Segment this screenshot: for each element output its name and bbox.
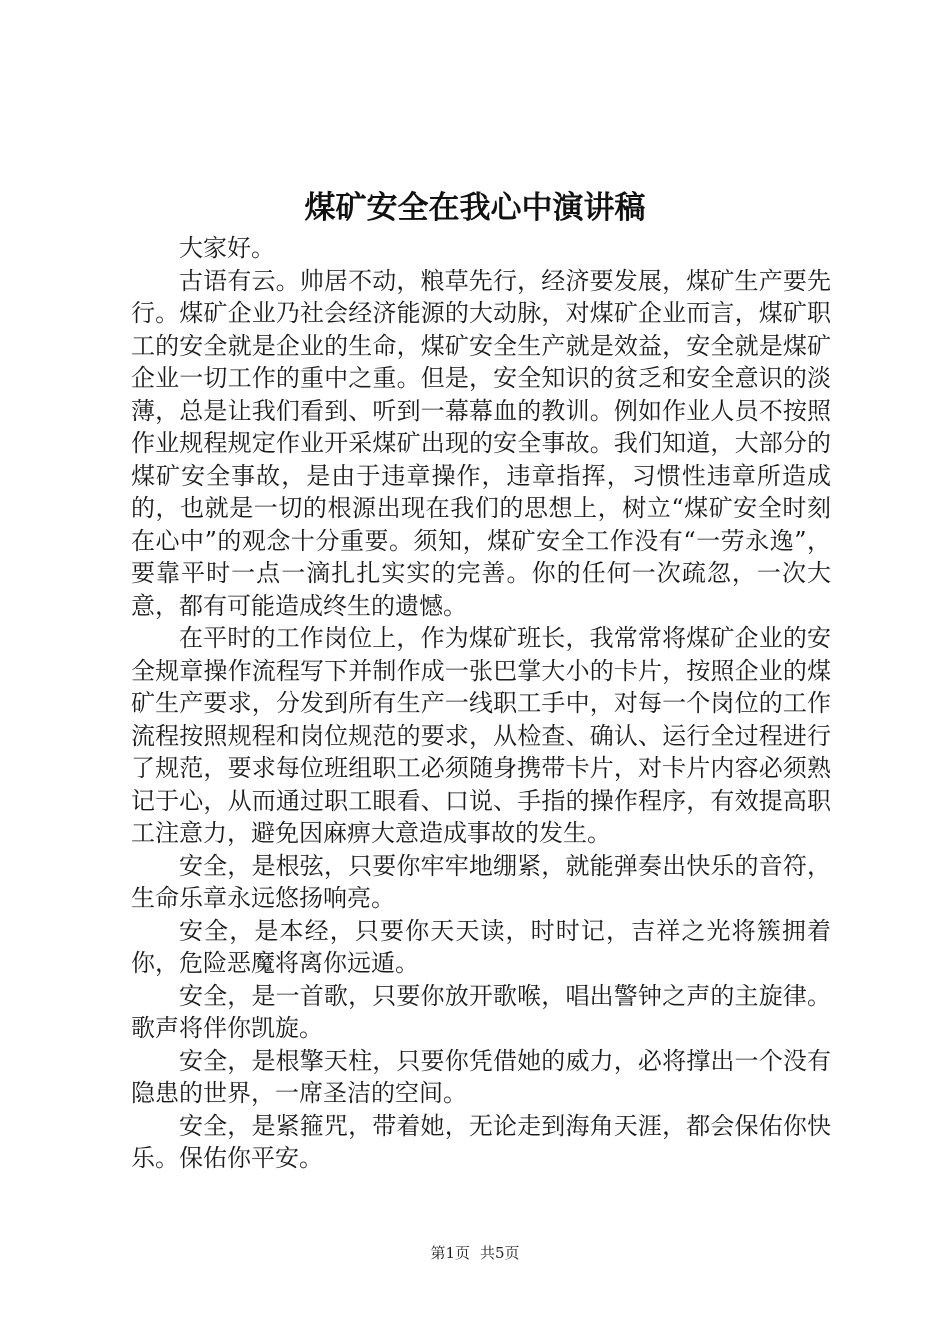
paragraph: 安全，是一首歌，只要你放开歌喉，唱出警钟之声的主旋律。歌声将伴你凯旋。 xyxy=(131,981,831,1042)
paragraph: 安全，是根擎天柱，只要你凭借她的威力，必将撑出一个没有隐患的世界，一席圣洁的空间。 xyxy=(131,1046,831,1107)
paragraph: 安全，是本经，只要你天天读，时时记，吉祥之光将簇拥着你，危险恶魔将离你远遁。 xyxy=(131,916,831,977)
page-footer xyxy=(0,1243,950,1263)
page-count: 共5页 xyxy=(480,1244,520,1262)
paragraph: 在平时的工作岗位上，作为煤矿班长，我常常将煤矿企业的安全规章操作流程写下并制作成一张巴掌大小的卡片，按照企业的煤矿生产要求，分发到所有生产一线职工手中，对每一个岗位的工作流程按照规程和岗位规范的要求，从检查、确认、运行全过程进行了规范，要求每位班组职工必须随身携带卡片，对卡片内容必须熟记于心，从而通过职工眼看、口说、手指的操作程序，有效提高职工注意力，避免因麻痹大意造成事故的发生。 xyxy=(131,624,831,847)
document-body xyxy=(131,232,831,1175)
paragraph: 大家好。 xyxy=(179,234,275,262)
paragraph: 安全，是紧箍咒，带着她，无论走到海角天涯，都会保佑你快乐。保佑你平安。 xyxy=(131,1111,831,1172)
paragraph: 安全，是根弦，只要你牢牢地绷紧，就能弹奏出快乐的音符，生命乐章永远悠扬响亮。 xyxy=(131,851,831,912)
paragraph: 古语有云。帅居不动，粮草先行，经济要发展，煤矿生产要先行。煤矿企业乃社会经济能源的大动脉，对煤矿企业而言，煤矿职工的安全就是企业的生命，煤矿安全生产就是效益，安全就是煤矿企业一切工作的重中之重。但是，安全知识的贫乏和安全意识的淡薄，总是让我们看到、听到一幕幕血的教训。例如作业人员不按照作业规程规定作业开采煤矿出现的安全事故。我们知道，大部分的煤矿安全事故，是由于违章操作，违章指挥，习惯性违章所造成的，也就是一切的根源出现在我们的思想上，树立“煤矿安全时刻在心中”的观念十分重要。须知，煤矿安全工作没有“一劳永逸”，要靠平时一点一滴扎扎实实的完善。你的任何一次疏忽，一次大意，都有可能造成终生的遗憾。 xyxy=(131,266,831,620)
page-number: 第1页 xyxy=(430,1244,470,1262)
document-title: 煤矿安全在我心中演讲稿 xyxy=(304,190,646,226)
